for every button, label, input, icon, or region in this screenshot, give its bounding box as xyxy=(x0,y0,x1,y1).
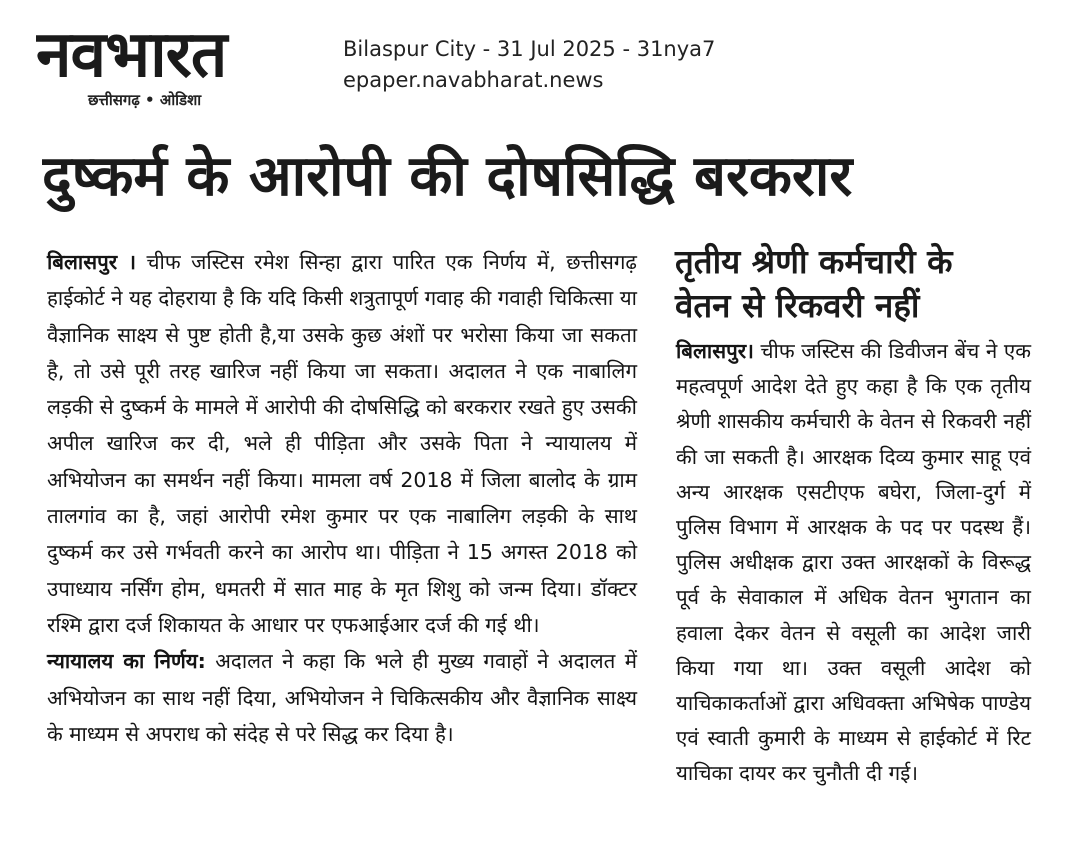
side-story-text: चीफ जस्टिस की डिवीजन बेंच ने एक महत्वपूर्ण आदेश देते हुए कहा है कि एक तृतीय श्रेणी शासकीय कर्मचारी के वेतन से रिकवरी नहीं की जा सकती है। आरक्षक दिव्य कुमार साहू एवं अन्य आरक्षक एसटीएफ बघेरा, जिला-दुर्ग में पुलिस विभाग में आरक्षक के पद पर पदस्थ हैं। पुलिस अधीक्षक द्वारा उक्त आरक्षकों के विरूद्ध पूर्व के सेवाकाल में अधिक वेतन भुगतान का हवाला देकर वेतन से वसूली का आदेश जारी किया गया था। उक्त वसूली आदेश को याचिकाकर्ताओं द्वारा अधिवक्ता अभिषेक पाण्डेय एवं स्वाती कुमारी के माध्यम से हाईकोर्ट में रिट याचिका दायर कर चुनौती दी गई। xyxy=(676,339,1031,786)
main-story-para1 xyxy=(47,244,637,643)
main-story xyxy=(47,244,637,752)
main-story-subhead: न्यायालय का निर्णय: xyxy=(47,649,206,674)
side-story-para xyxy=(676,334,1031,792)
logo-wordmark: नवभारत xyxy=(36,20,227,90)
side-headline-line2: वेतन से रिकवरी नहीं xyxy=(675,286,920,325)
main-headline: दुष्कर्म के आरोपी की दोषसिद्धि बरकरार xyxy=(42,144,853,209)
side-story xyxy=(676,334,1031,792)
side-headline xyxy=(675,240,1045,328)
logo-regions: छत्तीसगढ़ • ओडिशा xyxy=(88,91,202,109)
edition-url: epaper.navabharat.news xyxy=(343,68,604,92)
main-story-text1: चीफ जस्टिस रमेश सिन्हा द्वारा पारित एक निर्णय में, छत्तीसगढ़ हाईकोर्ट ने यह दोहराया है कि यदि किसी शत्रुतापूर्ण गवाह की गवाही चिकित्सा या वैज्ञानिक साक्ष्य से पुष्ट होती है,या उसके कुछ अंशों पर भरोसा किया जा सकता है, तो उसे पूरी तरह खारिज नहीं किया जा सकता। अदालत ने एक नाबालिग लड़की से दुष्कर्म के मामले में आरोपी की दोषसिद्धि को बरकरार रखते हुए उसकी अपील खारिज कर दी, भले ही पीड़िता और उसके पिता ने न्यायालय में अभियोजन का समर्थन नहीं किया। मामला वर्ष 2018 में जिला बालोद के ग्राम तालगांव का है, जहां आरोपी रमेश कुमार पर एक नाबालिग लड़की के साथ दुष्कर्म कर उसे गर्भवती करने का आरोप था। पीड़िता ने 15 अगस्त 2018 को उपाध्याय नर्सिंग होम, धमतरी में सात माह के मृत शिशु को जन्म दिया। डॉक्टर रश्मि द्वारा दर्ज शिकायत के आधार पर एफआईआर दर्ज की गई थी। xyxy=(47,250,637,637)
main-story-text2: अदालत ने कहा कि भले ही मुख्य गवाहों ने अदालत में अभियोजन का साथ नहीं दिया, अभियोजन ने चिकित्सकीय और वैज्ञानिक साक्ष्य के माध्यम से अपराध को संदेह से परे सिद्ध कर दिया है। xyxy=(47,649,637,746)
edition-info xyxy=(343,34,763,96)
main-story-dateline: बिलासपुर । xyxy=(47,250,136,274)
side-story-dateline: बिलासपुर। xyxy=(676,339,754,363)
side-headline-line1: तृतीय श्रेणी कर्मचारी के xyxy=(675,242,953,281)
edition-date-line: Bilaspur City - 31 Jul 2025 - 31nya7 xyxy=(343,37,716,61)
main-story-para2 xyxy=(47,643,637,752)
masthead-logo xyxy=(28,14,323,110)
